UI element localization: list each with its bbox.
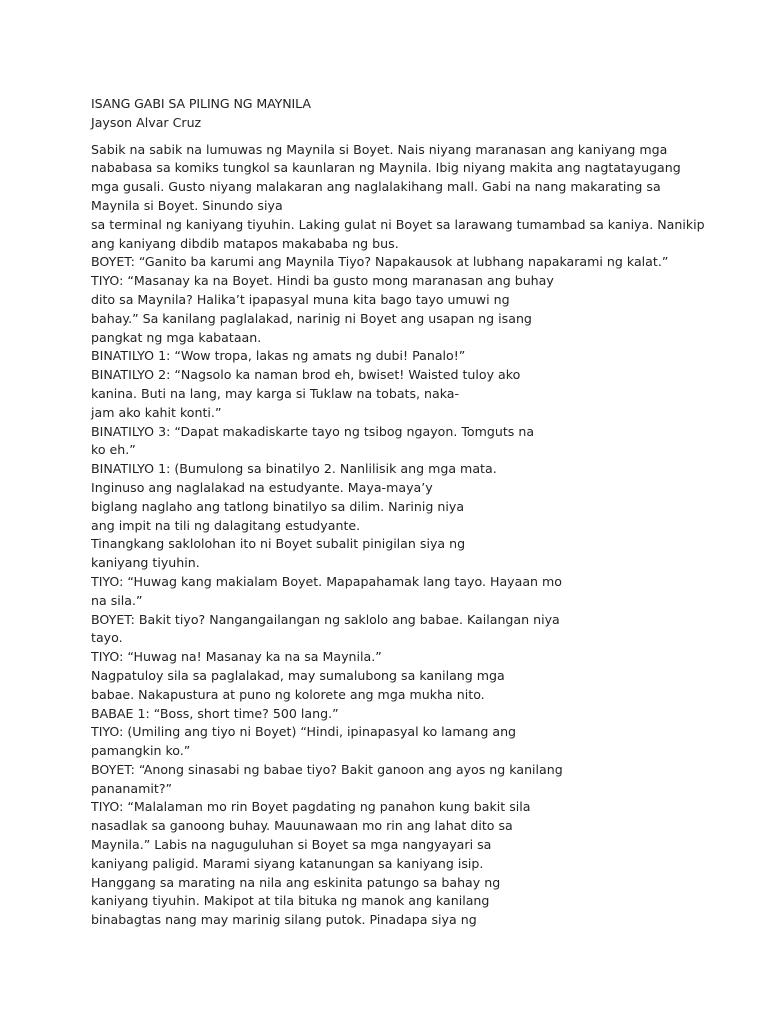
body-line: BOYET: “Anong sinasabi ng babae tiyo? Bakit ganoon ang ayos ng kanilang — [91, 761, 563, 777]
body-line: kaniyang tiyuhin. Makipot at tila bituka ng manok ang kanilang — [91, 893, 490, 909]
body-line: sa terminal ng kaniyang tiyuhin. Laking gulat ni Boyet sa larawang tumambad sa kaniya. Nanikip — [91, 216, 705, 232]
document-body — [91, 141, 741, 930]
body-line: TIYO: “Huwag kang makialam Boyet. Mapapahamak lang tayo. Hayaan mo — [91, 573, 563, 589]
body-line: Maynila.” Labis na naguguluhan si Boyet sa mga nangyayari sa — [91, 837, 492, 853]
document-title: ISANG GABI SA PILING NG MAYNILA — [91, 96, 311, 111]
body-line: pamangkin ko.” — [91, 743, 191, 759]
body-line: kaniyang tiyuhin. — [91, 555, 200, 571]
body-line: Sabik na sabik na lumuwas ng Maynila si Boyet. Nais niyang maranasan ang kaniyang mga — [91, 141, 668, 157]
body-line: pangkat ng mga kabataan. — [91, 329, 262, 345]
body-line: nababasa sa komiks tungkol sa kaunlaran ng Maynila. Ibig niyang makita ang nagtatayugang — [91, 160, 681, 176]
body-line: babae. Nakapustura at puno ng kolorete ang mga mukha nito. — [91, 686, 485, 702]
body-line: TIYO: (Umiling ang tiyo ni Boyet) “Hindi, ipinapasyal ko lamang ang — [91, 724, 517, 740]
body-line: BOYET: Bakit tiyo? Nangangailangan ng saklolo ang babae. Kailangan niya — [91, 611, 560, 627]
body-line: Hanggang sa marating na nila ang eskinita patungo sa bahay ng — [91, 874, 501, 890]
body-line: jam ako kahit konti.” — [91, 404, 222, 420]
body-line: nasadlak sa ganoong buhay. Mauunawaan mo rin ang lahat dito sa — [91, 818, 513, 834]
body-line: Nagpatuloy sila sa paglalakad, may sumalubong sa kanilang mga — [91, 667, 505, 683]
body-line: ang impit na tili ng dalagitang estudyante. — [91, 517, 361, 533]
body-line: ko eh.” — [91, 442, 136, 458]
document-page — [91, 95, 741, 930]
body-line: TIYO: “Malalaman mo rin Boyet pagdating ng panahon kung bakit sila — [91, 799, 531, 815]
body-line: Maynila si Boyet. Sinundo siya — [91, 197, 283, 213]
body-line: mga gusali. Gusto niyang malakaran ang naglalakihang mall. Gabi na nang makarating sa — [91, 179, 661, 195]
body-line: BINATILYO 3: “Dapat makadiskarte tayo ng tsibog ngayon. Tomguts na — [91, 423, 535, 439]
body-line: BABAE 1: “Boss, short time? 500 lang.” — [91, 705, 339, 721]
body-line: TIYO: “Masanay ka na Boyet. Hindi ba gusto mong maranasan ang buhay — [91, 273, 554, 289]
body-line: Inginuso ang naglalakad na estudyante. Maya-maya’y — [91, 479, 433, 495]
body-line: ang kaniyang dibdib matapos makababa ng bus. — [91, 235, 399, 251]
body-line: BOYET: “Ganito ba karumi ang Maynila Tiyo? Napakausok at lubhang napakarami ng kalat.” — [91, 254, 669, 270]
body-line: dito sa Maynila? Halika’t ipapasyal muna kita bago tayo umuwi ng — [91, 291, 510, 307]
body-line: Tinangkang saklolohan ito ni Boyet subalit pinigilan siya ng — [91, 536, 466, 552]
body-line: BINATILYO 2: “Nagsolo ka naman brod eh, bwiset! Waisted tuloy ako — [91, 367, 521, 383]
body-line: na sila.” — [91, 592, 143, 608]
body-line: pananamit?” — [91, 780, 173, 796]
body-line: bahay.” Sa kanilang paglalakad, narinig ni Boyet ang usapan ng isang — [91, 310, 532, 326]
body-line: TIYO: “Huwag na! Masanay ka na sa Maynila.” — [91, 649, 382, 665]
body-line: kaniyang paligid. Marami siyang katanungan sa kaniyang isip. — [91, 855, 484, 871]
body-line: BINATILYO 1: (Bumulong sa binatilyo 2. Nanlilisik ang mga mata. — [91, 461, 497, 477]
body-line: binabagtas nang may marinig silang putok. Pinadapa siya ng — [91, 912, 477, 928]
body-line: BINATILYO 1: “Wow tropa, lakas ng amats ng dubi! Panalo!” — [91, 348, 466, 364]
body-line: biglang naglaho ang tatlong binatilyo sa dilim. Narinig niya — [91, 498, 465, 514]
document-author: Jayson Alvar Cruz — [91, 114, 202, 130]
body-line: kanina. Buti na lang, may karga si Tuklaw na tobats, naka- — [91, 385, 460, 401]
body-line: tayo. — [91, 630, 123, 646]
